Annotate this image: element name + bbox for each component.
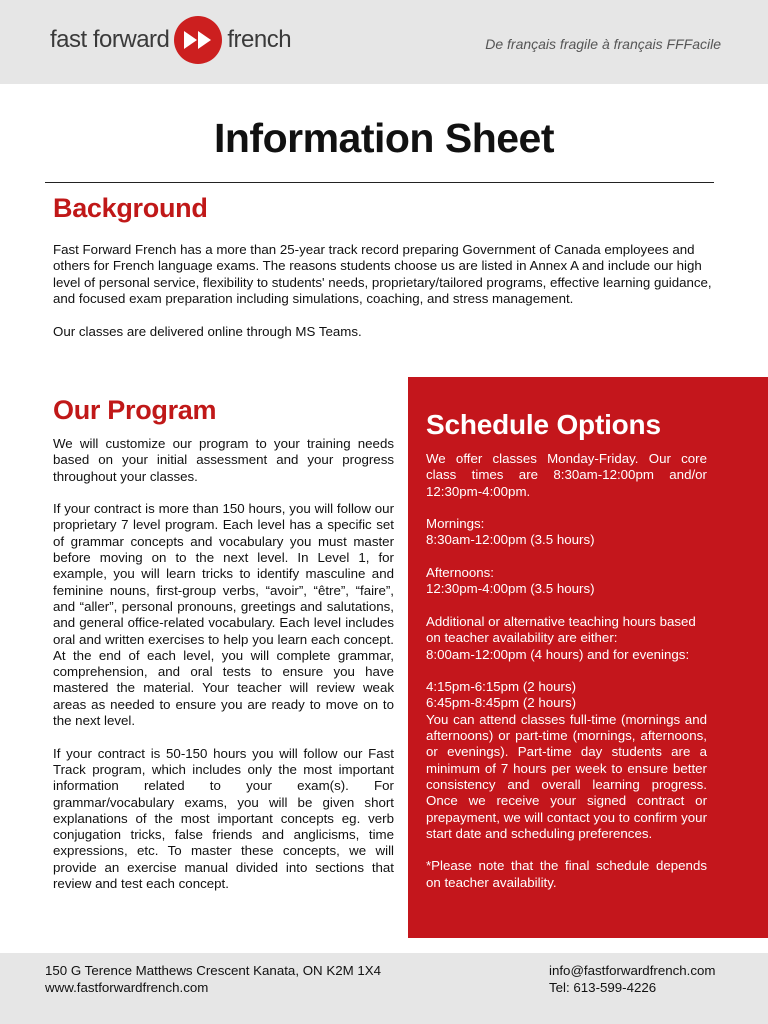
schedule-column: [426, 451, 707, 907]
tagline: De français fragile à français FFFacile: [485, 36, 721, 52]
footer-address: 150 G Terence Matthews Crescent Kanata, ON K2M 1X4: [45, 963, 382, 978]
footer-right: [549, 963, 715, 996]
mornings-label: Mornings:: [426, 516, 485, 532]
title-divider: [45, 182, 714, 183]
footer-phone: Tel: 613-599-4226: [549, 979, 657, 995]
schedule-note: *Please note that the final schedule depends on teacher availability.: [426, 858, 707, 890]
logo-text-right: french: [227, 26, 292, 53]
program-heading: Our Program: [53, 395, 217, 425]
program-paragraph-3: If your contract is 50-150 hours you will follow our Fast Track program, which includes only the most important information related to your exam(s). For grammar/vocabulary exams, you will be given short explanations of the most important concepts eg. verb conjugation tricks, false friends and anglicisms, time expressions, etc. To master these concepts, we will provide an exercise manual divided into sections that review and test each concept.: [53, 745, 394, 892]
attendance-text: You can attend classes full-time (mornings and afternoons) or part-time (mornings, afternoons, or evenings). Part-time day students are a minimum of 7 hours per week to ensure better consistency and overall learning progress. Once we receive your signed contract or prepayment, we will contact you to confirm your start date and scheduling preferences.: [426, 711, 707, 841]
additional-hours-morning: 8:00am-12:00pm (4 hours) and for evenings:: [426, 646, 690, 662]
program-column: [53, 436, 394, 909]
footer-email[interactable]: info@fastforwardfrench.com: [549, 963, 716, 978]
program-paragraph-2: If your contract is more than 150 hours, you will follow our proprietary 7 level program. Each level has a specific set of grammar concepts and vocabulary you must master before moving on to the next level. In Level 1, for example, you will learn tricks to identify masculine and feminine nouns, first-group verbs, “avoir”, “être”, “faire”, and “aller”, personal pronouns, greetings and salutations, and general office-related vocabulary. Each level includes oral and written exercises to help you learn each concept. At the end of each level, you will complete grammar, comprehension, and oral tests to ensure you have mastered the material. Your teacher will review weak areas as needed to ensure you are ready to move on to the next level.: [53, 501, 394, 729]
program-paragraph-1: We will customize our program to your training needs based on your initial assessment and your progress throughout your classes.: [53, 436, 394, 484]
logo: [50, 14, 291, 66]
afternoons-value: 12:30pm-4:00pm (3.5 hours): [426, 581, 595, 597]
background-paragraph-2: Our classes are delivered online through MS Teams.: [53, 324, 362, 339]
additional-hours-text: Additional or alternative teaching hours based on teacher availability are either:: [426, 613, 696, 646]
page-title: Information Sheet: [213, 115, 555, 161]
schedule-intro: We offer classes Monday-Friday. Our core class times are 8:30am-12:00pm and/or 12:30pm-4:00pm.: [426, 451, 707, 499]
schedule-heading: Schedule Options: [426, 409, 661, 440]
evening-slot-1: 4:15pm-6:15pm (2 hours): [426, 679, 577, 695]
afternoons-label: Afternoons:: [426, 565, 495, 581]
evening-slot-2: 6:45pm-8:45pm (2 hours): [426, 695, 577, 711]
background-heading: Background: [53, 193, 208, 223]
mornings-value: 8:30am-12:00pm (3.5 hours): [426, 532, 595, 548]
footer-website[interactable]: www.fastforwardfrench.com: [45, 979, 209, 995]
background-paragraph-1: Fast Forward French has a more than 25-year track record preparing Government of Canada employees and others for French language exams. The reasons students choose us are listed in Annex A and include our high level of personal service, flexibility to students' needs, proprietary/tailored programs, effective learning guidance, and focused exam preparation including simulations, coaching, and stress management.: [53, 242, 712, 306]
footer-left: [45, 963, 381, 996]
fast-forward-icon: [174, 16, 222, 64]
logo-text-left: fast forward: [50, 26, 170, 53]
